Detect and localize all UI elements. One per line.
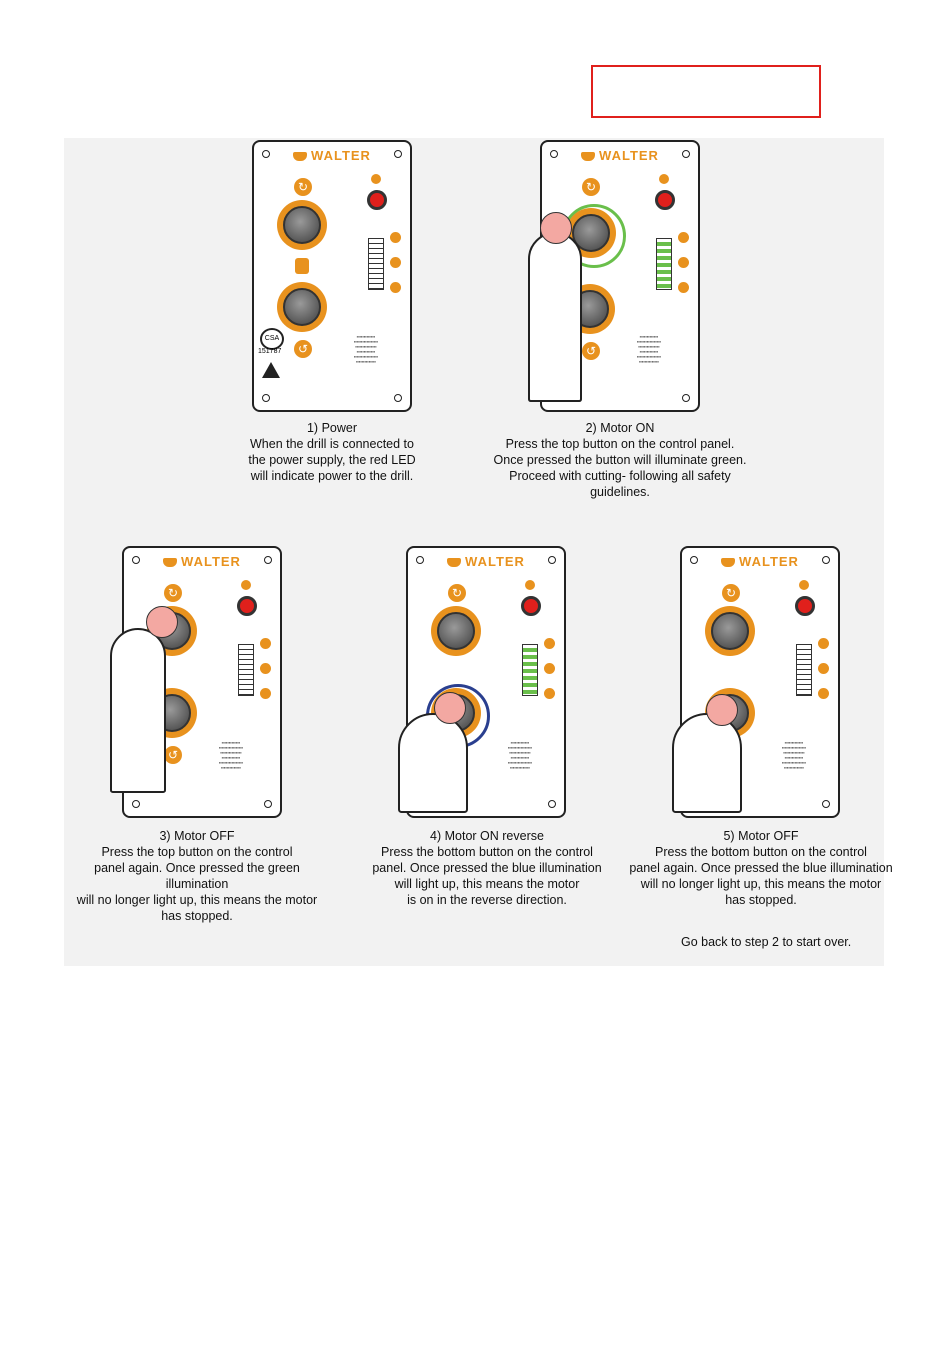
overload-x-icon: [390, 232, 401, 243]
warning-icon: [678, 257, 689, 268]
check-icon: [260, 688, 271, 699]
brand-logo: WALTER: [124, 554, 280, 569]
fingernail: [146, 606, 178, 638]
label-text: ▪▪▪▪▪▪▪▪▪▪▪▪▪ ▪▪▪▪▪▪▪▪▪▪▪▪▪▪▪▪▪ ▪▪▪▪▪▪▪▪▪▪▪▪▪▪▪ ▪▪▪▪▪▪▪▪▪▪▪▪▪ ▪▪▪▪▪▪▪▪▪▪▪▪▪▪▪▪▪ ▪▪▪▪▪▪▪▪▪▪▪▪▪▪: [218, 740, 244, 770]
label-text: ▪▪▪▪▪▪▪▪▪▪▪▪▪ ▪▪▪▪▪▪▪▪▪▪▪▪▪▪▪▪▪ ▪▪▪▪▪▪▪▪▪▪▪▪▪▪▪ ▪▪▪▪▪▪▪▪▪▪▪▪▪ ▪▪▪▪▪▪▪▪▪▪▪▪▪▪▪▪▪ ▪▪▪▪▪▪▪▪▪▪▪▪▪▪: [507, 740, 533, 770]
brand-logo: WALTER: [542, 148, 698, 163]
fingernail: [540, 212, 572, 244]
forward-arrow-icon: ↻: [722, 584, 740, 602]
step-text-line: has stopped.: [161, 909, 233, 923]
label-text: ▪▪▪▪▪▪▪▪▪▪▪▪▪ ▪▪▪▪▪▪▪▪▪▪▪▪▪▪▪▪▪ ▪▪▪▪▪▪▪▪▪▪▪▪▪▪▪ ▪▪▪▪▪▪▪▪▪▪▪▪▪ ▪▪▪▪▪▪▪▪▪▪▪▪▪▪▪▪▪ ▪▪▪▪▪▪▪▪▪▪▪▪▪▪: [353, 334, 379, 364]
step-text-line: is on in the reverse direction.: [407, 893, 567, 907]
check-icon: [390, 282, 401, 293]
warning-icon: [544, 663, 555, 674]
step-title: 4) Motor ON reverse: [430, 829, 544, 843]
brand-logo: WALTER: [254, 148, 410, 163]
step-text-line: When the drill is connected to: [250, 437, 414, 451]
check-icon: [818, 688, 829, 699]
screw-icon: [132, 800, 140, 808]
cert-number: 151787: [258, 348, 282, 355]
brand-logo: WALTER: [408, 554, 564, 569]
step-title: 1) Power: [306, 421, 358, 435]
screw-icon: [682, 394, 690, 402]
label-text: ▪▪▪▪▪▪▪▪▪▪▪▪▪ ▪▪▪▪▪▪▪▪▪▪▪▪▪▪▪▪▪ ▪▪▪▪▪▪▪▪▪▪▪▪▪▪▪ ▪▪▪▪▪▪▪▪▪▪▪▪▪ ▪▪▪▪▪▪▪▪▪▪▪▪▪▪▪▪▪ ▪▪▪▪▪▪▪▪▪▪▪▪▪▪: [781, 740, 807, 770]
control-panel-2: [540, 140, 700, 412]
top-button[interactable]: [705, 606, 755, 656]
top-button[interactable]: [431, 606, 481, 656]
step-title: 5) Motor OFF: [723, 829, 799, 843]
power-icon: [659, 174, 669, 184]
power-led: [655, 190, 675, 210]
screw-icon: [264, 800, 272, 808]
forward-arrow-icon: ↻: [164, 584, 182, 602]
warning-icon: [260, 663, 271, 674]
power-icon: [371, 174, 381, 184]
step-text-line: will light up, this means the motor: [394, 877, 580, 891]
step-text-line: panel again. Once pressed the green illumination: [94, 861, 300, 891]
step-text-line: Once pressed the button will illuminate green.: [493, 453, 747, 467]
finger-illustration: [398, 713, 468, 813]
screw-icon: [394, 394, 402, 402]
overload-x-icon: [544, 638, 555, 649]
screw-icon: [822, 800, 830, 808]
forward-arrow-icon: ↻: [582, 178, 600, 196]
screw-icon: [548, 800, 556, 808]
warning-icon: [390, 257, 401, 268]
cert-mark: CSA: [260, 328, 284, 350]
load-indicator-bar: [796, 644, 812, 696]
overload-x-icon: [678, 232, 689, 243]
start-over-note: Go back to step 2 to start over.: [681, 935, 852, 949]
step-text-line: panel. Once pressed the blue illumination: [372, 861, 602, 875]
step-4-caption: [352, 828, 622, 908]
check-icon: [678, 282, 689, 293]
finger-illustration: [528, 232, 582, 402]
warning-icon: [818, 663, 829, 674]
fingernail: [706, 694, 738, 726]
power-icon: [241, 580, 251, 590]
control-panel-3: [122, 546, 282, 818]
step-text-line: Proceed with cutting- following all safety: [509, 469, 731, 483]
step-3-caption: [62, 828, 332, 924]
brand-logo: WALTER: [682, 554, 838, 569]
step-text-line: Press the top button on the control: [101, 845, 293, 859]
step-5-caption: [626, 828, 896, 908]
top-button[interactable]: [277, 200, 327, 250]
hazard-icon: [262, 362, 280, 378]
step-text-line: the power supply, the red LED: [248, 453, 416, 467]
step-text-line: Press the top button on the control panel.: [505, 437, 735, 451]
power-led: [367, 190, 387, 210]
control-panel-1: [252, 140, 412, 412]
power-led: [521, 596, 541, 616]
load-indicator-bar: [368, 238, 384, 290]
step-2-caption: [470, 420, 770, 500]
load-indicator-bar: [522, 644, 538, 696]
label-text: ▪▪▪▪▪▪▪▪▪▪▪▪▪ ▪▪▪▪▪▪▪▪▪▪▪▪▪▪▪▪▪ ▪▪▪▪▪▪▪▪▪▪▪▪▪▪▪ ▪▪▪▪▪▪▪▪▪▪▪▪▪ ▪▪▪▪▪▪▪▪▪▪▪▪▪▪▪▪▪ ▪▪▪▪▪▪▪▪▪▪▪▪▪▪: [636, 334, 662, 364]
overload-x-icon: [260, 638, 271, 649]
highlight-box: [591, 65, 821, 118]
step-text-line: Press the bottom button on the control: [655, 845, 867, 859]
step-title: 3) Motor OFF: [159, 829, 235, 843]
power-led: [237, 596, 257, 616]
power-icon: [525, 580, 535, 590]
fingernail: [434, 692, 466, 724]
reverse-arrow-icon: ↺: [582, 342, 600, 360]
step-1-caption: [222, 420, 442, 484]
step-text-line: has stopped.: [725, 893, 797, 907]
forward-arrow-icon: ↻: [448, 584, 466, 602]
power-icon: [799, 580, 809, 590]
forward-arrow-icon: ↻: [294, 178, 312, 196]
finger-illustration: [672, 713, 742, 813]
load-indicator-bar: [238, 644, 254, 696]
control-panel-4: [406, 546, 566, 818]
overload-x-icon: [818, 638, 829, 649]
reverse-arrow-icon: ↺: [164, 746, 182, 764]
step-text-line: panel again. Once pressed the blue illumination: [629, 861, 893, 875]
step-text-line: will no longer light up, this means the motor: [640, 877, 882, 891]
reverse-arrow-icon: ↺: [294, 340, 312, 358]
step-text-line: guidelines.: [590, 485, 650, 499]
step-text-line: Press the bottom button on the control: [381, 845, 593, 859]
step-text-line: will indicate power to the drill.: [250, 469, 414, 483]
bottom-button[interactable]: [277, 282, 327, 332]
power-led: [795, 596, 815, 616]
step-text-line: will no longer light up, this means the motor: [76, 893, 318, 907]
control-panel-5: [680, 546, 840, 818]
step-title: 2) Motor ON: [585, 421, 655, 435]
screw-icon: [262, 394, 270, 402]
drill-bit-icon: [295, 258, 309, 274]
check-icon: [544, 688, 555, 699]
load-indicator-bar: [656, 238, 672, 290]
finger-illustration: [110, 628, 166, 793]
